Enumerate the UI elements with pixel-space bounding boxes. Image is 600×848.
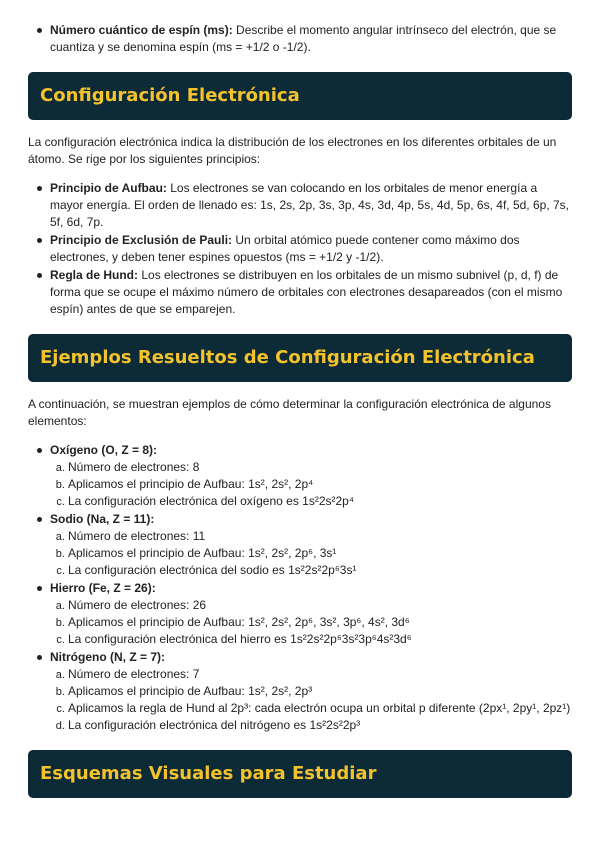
step-item: a. Número de electrones: 8 xyxy=(68,459,572,476)
step-item: b. Aplicamos el principio de Aufbau: 1s², 2s², 2p⁶, 3s¹ xyxy=(68,545,572,562)
principle-text: Los electrones se van colocando en los orbitales de menor energía a mayor energía. El orden de llenado es: 1s, 2s, 2p, 3s, 3p, 4s, 3d, 4p, 5s, 4d, 5p, 6s, 4f, 5d, 6p, 7s, 5f, 6d, 7p. xyxy=(50,181,569,229)
example-title: Oxígeno (O, Z = 8): xyxy=(50,443,158,457)
step-item: c. Aplicamos la regla de Hund al 2p³: cada electrón ocupa un orbital p diferente (2px¹, 2py¹, 2pz¹) xyxy=(68,700,572,717)
example-title: Nitrógeno (N, Z = 7): xyxy=(50,650,165,664)
section-banner-configuracion: Configuración Electrónica xyxy=(28,72,572,120)
section2-paragraph: A continuación, se muestran ejemplos de cómo determinar la configuración electrónica de algunos elementos: xyxy=(28,397,551,428)
step-item: a. Número de electrones: 7 xyxy=(68,666,572,683)
principle-text: Los electrones se distribuyen en los orbitales de un mismo subnivel (p, d, f) de forma que se ocupe el máximo número de orbitales con electrones desapareados (con el mismo espín) antes de que se emparejen. xyxy=(50,268,563,316)
step-item: c. La configuración electrónica del sodio es 1s²2s²2p⁶3s¹ xyxy=(68,562,572,579)
section-banner-esquemas: Esquemas Visuales para Estudiar xyxy=(28,750,572,798)
principle-lead: Regla de Hund: xyxy=(50,268,139,282)
spin-lead: Número cuántico de espín (ms): xyxy=(50,23,233,37)
principle-lead: Principio de Exclusión de Pauli: xyxy=(50,233,233,247)
step-item: c. La configuración electrónica del hierro es 1s²2s²2p⁶3s²3p⁶4s²3d⁶ xyxy=(68,631,572,648)
example-steps xyxy=(50,528,572,579)
list-item xyxy=(50,511,572,579)
step-item: a. Número de electrones: 26 xyxy=(68,597,572,614)
principle-lead: Principio de Aufbau: xyxy=(50,181,167,195)
section-banner-ejemplos: Ejemplos Resueltos de Configuración Electrónica xyxy=(28,334,572,382)
step-item: b. Aplicamos el principio de Aufbau: 1s², 2s², 2p⁴ xyxy=(68,476,572,493)
step-item: d. La configuración electrónica del nitrógeno es 1s²2s²2p³ xyxy=(68,717,572,734)
example-title: Sodio (Na, Z = 11): xyxy=(50,512,155,526)
example-steps xyxy=(50,597,572,648)
list-item xyxy=(50,232,572,266)
list-item xyxy=(50,180,572,231)
list-item xyxy=(50,267,572,318)
step-item: a. Número de electrones: 11 xyxy=(68,528,572,545)
list-item xyxy=(50,649,572,734)
list-item xyxy=(50,22,572,56)
list-item xyxy=(50,580,572,648)
spin-text: Describe el momento angular intrínseco del electrón, que se cuantiza y se denomina espín (ms = +1/2 o -1/2). xyxy=(50,23,557,54)
example-steps xyxy=(50,459,572,510)
step-item: c. La configuración electrónica del oxígeno es 1s²2s²2p⁴ xyxy=(68,493,572,510)
step-item: b. Aplicamos el principio de Aufbau: 1s², 2s², 2p⁶, 3s², 3p⁶, 4s², 3d⁶ xyxy=(68,614,572,631)
section1-paragraph: La configuración electrónica indica la distribución de los electrones en los diferentes orbitales de un átomo. Se rige por los siguientes principios: xyxy=(28,135,557,166)
step-item: b. Aplicamos el principio de Aufbau: 1s², 2s², 2p³ xyxy=(68,683,572,700)
examples-list xyxy=(28,442,572,734)
list-item xyxy=(50,442,572,510)
principles-list xyxy=(28,180,572,318)
example-steps xyxy=(50,666,572,734)
principle-text: Un orbital atómico puede contener como máximo dos electrones, y deben tener espines opuestos (ms = +1/2 y -1/2). xyxy=(50,233,520,264)
example-title: Hierro (Fe, Z = 26): xyxy=(50,581,156,595)
intro-list xyxy=(28,22,572,56)
